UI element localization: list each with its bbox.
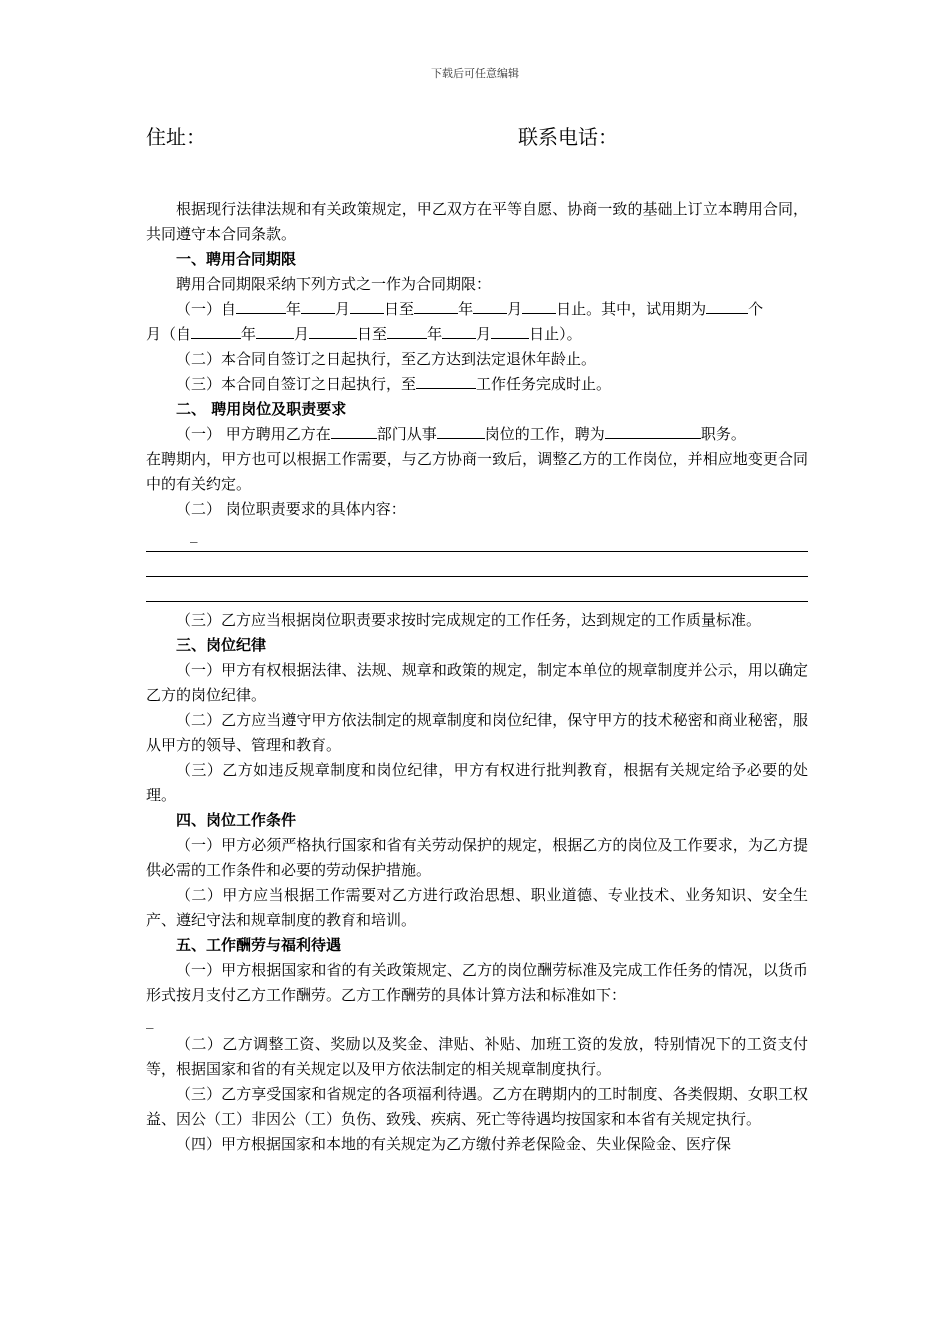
page-header: 下载后可任意编辑 — [431, 67, 519, 80]
s1-p3 — [146, 372, 808, 397]
blank-field[interactable] — [309, 324, 357, 339]
text: 日止。其中，试用期为 — [556, 300, 707, 318]
text: 年 — [241, 325, 257, 343]
s1-term-line — [146, 297, 808, 322]
text: （三）本合同自签订之日起执行，至 — [176, 375, 417, 393]
section-4-title: 四、岗位工作条件 — [176, 811, 297, 829]
section-5-title: 五、工作酬劳与福利待遇 — [176, 936, 342, 954]
blank-field[interactable] — [350, 299, 384, 314]
s2-p1 — [146, 422, 808, 447]
blank-field[interactable] — [473, 299, 507, 314]
text: 日止）。 — [529, 325, 582, 343]
section-1-title: 一、聘用合同期限 — [176, 250, 297, 268]
blank-field[interactable] — [522, 299, 556, 314]
s5-p2: （二）乙方调整工资、奖励以及奖金、津贴、补贴、加班工资的发放，特别情况下的工资支付等，根据国家和省的有关规定以及甲方依法制定的相关规章制度执行。 — [146, 1035, 808, 1078]
s2-p2: （二） 岗位职责要求的具体内容： — [176, 500, 406, 518]
blank-rule-line[interactable] — [146, 552, 808, 577]
intro-paragraph: 根据现行法律法规和有关政策规定，甲乙双方在平等自愿、协商一致的基础上订立本聘用合同，共同遵守本合同条款。 — [146, 200, 808, 243]
text: 月（自 — [146, 325, 192, 343]
blank-field[interactable] — [414, 299, 458, 314]
text: 工作任务完成时止。 — [476, 375, 612, 393]
section-3-title: 三、岗位纪律 — [176, 636, 267, 654]
s5-dash: _ — [146, 1011, 154, 1029]
s4-p2: （二）甲方应当根据工作需要对乙方进行政治思想、职业道德、专业技术、业务知识、安全生产、遵纪守法和规章制度的教育和培训。 — [146, 886, 808, 929]
s1-p2: （二）本合同自签订之日起执行，至乙方达到法定退休年龄止。 — [176, 350, 597, 368]
text: 年 — [427, 325, 443, 343]
blank-field[interactable] — [191, 324, 241, 339]
blank-field[interactable] — [605, 424, 701, 439]
s1-p0: 聘用合同期限采纳下列方式之一作为合同期限： — [176, 275, 492, 293]
text: （一）自 — [176, 300, 237, 318]
s5-p3: （三）乙方享受国家和省规定的各项福利待遇。乙方在聘期内的工时制度、各类假期、女职工权益、因公（工）非因公（工）负伤、致残、疾病、死亡等待遇均按国家和本省有关规定执行。 — [146, 1085, 808, 1128]
blank-field[interactable] — [437, 424, 485, 439]
text: 日至 — [384, 300, 415, 318]
blank-field[interactable] — [706, 299, 748, 314]
s2-dash: _ — [190, 525, 198, 543]
blank-field[interactable] — [491, 324, 529, 339]
text: （一） 甲方聘用乙方在 — [176, 425, 331, 443]
text: 年 — [286, 300, 302, 318]
phone-label: 联系电话： — [518, 125, 618, 149]
s3-p1: （一）甲方有权根据法律、法规、规章和政策的规定，制定本单位的规章制度并公示，用以确定乙方的岗位纪律。 — [146, 661, 808, 704]
s5-p1: （一）甲方根据国家和省的有关政策规定、乙方的岗位酬劳标准及完成工作任务的情况，以货币形式按月支付乙方工作酬劳。乙方工作酬劳的具体计算方法和标准如下： — [146, 961, 808, 1004]
address-label: 住址： — [146, 125, 206, 149]
blank-field[interactable] — [416, 374, 476, 389]
blank-field[interactable] — [442, 324, 476, 339]
s2-p1b: 在聘期内，甲方也可以根据工作需要，与乙方协商一致后，调整乙方的工作岗位，并相应地变更合同中的有关约定。 — [146, 450, 808, 493]
text: 职务。 — [700, 425, 746, 443]
blank-field[interactable] — [301, 299, 335, 314]
blank-field[interactable] — [331, 424, 377, 439]
text: 岗位的工作，聘为 — [484, 425, 605, 443]
s2-p3: （三）乙方应当根据岗位职责要求按时完成规定的工作任务，达到规定的工作质量标准。 — [176, 611, 762, 629]
s3-p2: （二）乙方应当遵守甲方依法制定的规章制度和岗位纪律，保守甲方的技术秘密和商业秘密，服从甲方的领导、管理和教育。 — [146, 711, 808, 754]
s4-p1: （一）甲方必须严格执行国家和省有关劳动保护的规定，根据乙方的岗位及工作要求，为乙方提供必需的工作条件和必要的劳动保护措施。 — [146, 836, 808, 879]
text: 月 — [335, 300, 351, 318]
blank-field[interactable] — [256, 324, 294, 339]
text: 个 — [748, 300, 764, 318]
s1-trial-line — [146, 322, 808, 347]
text: 月 — [507, 300, 523, 318]
s3-p3: （三）乙方如违反规章制度和岗位纪律，甲方有权进行批判教育，根据有关规定给予必要的处理。 — [146, 761, 808, 804]
text: 部门从事 — [376, 425, 437, 443]
text: 日至 — [357, 325, 388, 343]
blank-field[interactable] — [387, 324, 427, 339]
blank-field[interactable] — [236, 299, 286, 314]
contract-body — [146, 197, 808, 1157]
blank-rule-line[interactable] — [146, 577, 808, 602]
section-2-title: 二、 聘用岗位及职责要求 — [176, 400, 347, 418]
text: 年 — [458, 300, 474, 318]
text: 月 — [476, 325, 492, 343]
s5-p4: （四）甲方根据国家和本地的有关规定为乙方缴付养老保险金、失业保险金、医疗保 — [176, 1135, 732, 1153]
text: 月 — [294, 325, 310, 343]
